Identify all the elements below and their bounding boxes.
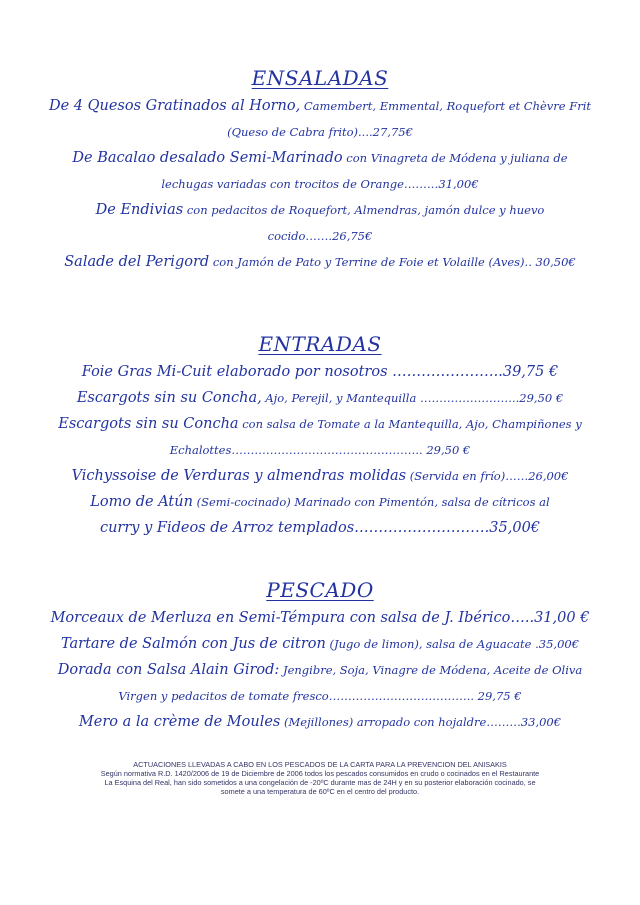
dish-detail: con pedacitos de Roquefort, Almendras, jamón dulce y huevo: [183, 203, 545, 217]
dish-detail: (Servida en frío)……26,00€: [406, 469, 569, 483]
menu-line: [20, 520, 620, 536]
dish-name: Morceaux de Merluza en Semi-Témpura con salsa de J. Ibérico…..31,00 €: [50, 610, 590, 626]
dish-detail: Echalottes………………………………………….. 29,50 €: [169, 443, 471, 457]
dish-name: De Bacalao desalado Semi-Marinado: [72, 150, 343, 166]
menu-line: [20, 150, 620, 166]
dish-name: Dorada con Salsa Alain Girod:: [57, 662, 280, 678]
menu-line: [20, 176, 620, 192]
notice-heading: ACTUACIONES LLEVADAS A CABO EN LOS PESCADOS DE LA CARTA PARA LA PREVENCION DEL ANISAKIS: [133, 760, 507, 769]
dish-detail: lechugas variadas con trocitos de Orange………31,00€: [161, 177, 479, 191]
dish-name: De Endivias: [95, 202, 184, 218]
dish-detail: (Jugo de limon), salsa de Aguacate .35,00€: [325, 637, 580, 651]
dish-detail: con salsa de Tomate a la Mantequilla, Ajo, Champiñones y: [238, 417, 582, 431]
menu-line: [20, 254, 620, 270]
section-title-entradas: ENTRADAS: [258, 332, 382, 356]
dish-detail: cocido…….26,75€: [267, 229, 373, 243]
dish-detail: Jengibre, Soja, Vinagre de Módena, Aceite de Oliva: [279, 663, 583, 677]
dish-detail: con Vinagreta de Módena y juliana de: [342, 151, 568, 165]
menu-line: [20, 228, 620, 244]
menu-line: [20, 688, 620, 704]
dish-detail: con Jamón de Pato y Terrine de Foie et Volaille (Aves).. 30,50€: [209, 255, 576, 269]
dish-name: Mero a la crème de Moules: [78, 714, 281, 730]
dish-name: Vichyssoise de Verduras y almendras molidas: [71, 468, 407, 484]
menu-line: [20, 390, 620, 406]
menu-line: [20, 442, 620, 458]
menu-line: [20, 662, 620, 678]
dish-name: curry y Fideos de Arroz templados……………………….35,00€: [99, 520, 541, 536]
menu-line: [20, 364, 620, 380]
dish-name: Salade del Perigord: [64, 254, 210, 270]
menu-line: [20, 98, 620, 114]
dish-detail: (Semi-cocinado) Marinado con Pimentón, salsa de cítricos al: [192, 495, 550, 509]
notice-line: La Esquina del Real, han sido sometidos a una congelación de -20ºC durante mas de 24H y en su posterior elaboración cocinado, se: [104, 778, 536, 787]
menu-line: [20, 494, 620, 510]
notice-line: Según normativa R.D. 1420/2006 de 19 de Diciembre de 2006 todos los pescados consumidos en crudo o cocinados en el Restaurante: [100, 769, 540, 778]
menu-line: [20, 416, 620, 432]
dish-name: De 4 Quesos Gratinados al Horno,: [48, 98, 301, 114]
menu-line: [20, 610, 620, 626]
notice-line: somete a una temperatura de 60ºC en el centro del producto.: [220, 787, 420, 796]
menu-line: [20, 636, 620, 652]
section-title-ensaladas: ENSALADAS: [251, 66, 389, 90]
dish-name: Tartare de Salmón con Jus de citron: [60, 636, 326, 652]
dish-detail: Camembert, Emmental, Roquefort et Chèvre Frit: [300, 99, 592, 113]
menu-line: [20, 124, 620, 140]
dish-name: Escargots sin su Concha,: [76, 390, 262, 406]
menu-line: [20, 714, 620, 730]
dish-name: Lomo de Atún: [90, 494, 193, 510]
section-title-pescado: PESCADO: [266, 578, 374, 602]
dish-detail: (Queso de Cabra frito)....27,75€: [227, 125, 413, 139]
dish-detail: (Mejillones) arropado con hojaldre………33,00€: [280, 715, 562, 729]
menu-line: [20, 202, 620, 218]
dish-name: Escargots sin su Concha: [58, 416, 239, 432]
menu-line: [20, 468, 620, 484]
dish-name: Foie Gras Mi-Cuit elaborado por nosotros …………………..39,75 €: [81, 364, 559, 380]
dish-detail: Ajo, Perejil, y Mantequilla ……………………..29,50 €: [261, 391, 564, 405]
dish-detail: Virgen y pedacitos de tomate fresco……………………………….. 29,75 €: [118, 689, 522, 703]
